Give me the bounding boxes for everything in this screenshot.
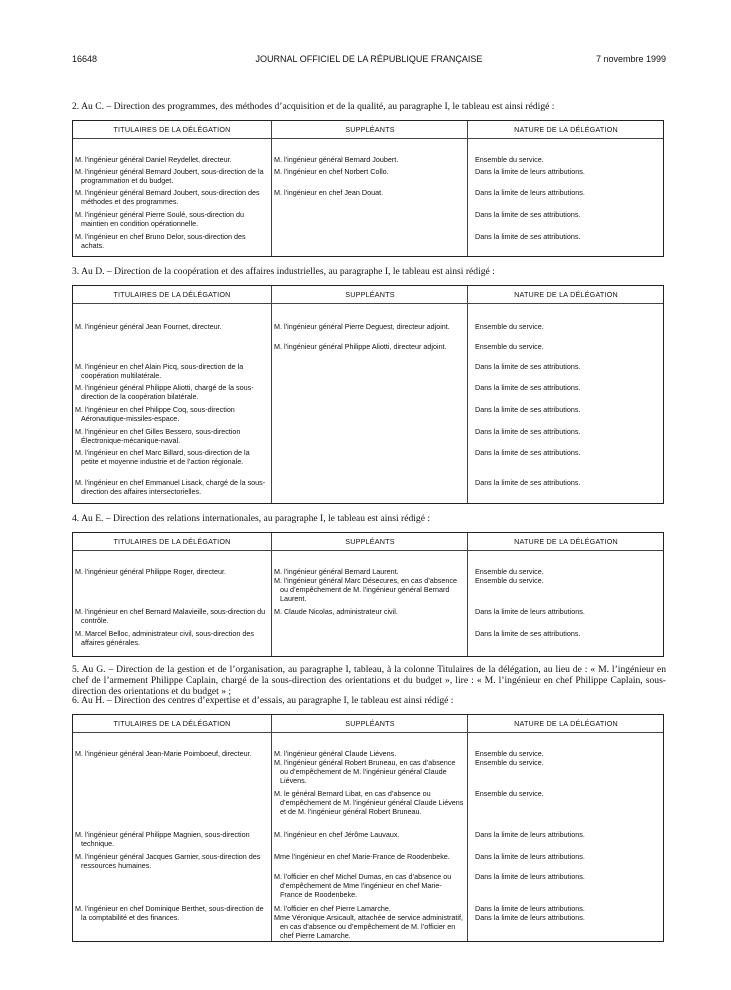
- nature-cell: Dans la limite de leurs attributions.: [475, 904, 585, 913]
- titulaire-cell: M. l’ingénieur général Philippe Aliotti, chargé de la sous-direction de la coopération bilatérale.: [75, 383, 254, 401]
- suppleant-cell: M. l’ingénieur en chef Jean Douat.: [274, 188, 384, 197]
- titulaire-cell: M. l’ingénieur général Bernard Joubert, sous-direction des méthodes et des programmes.: [75, 188, 260, 206]
- titulaire-cell: M. Marcel Belloc, administrateur civil, sous-direction des affaires générales.: [75, 629, 254, 647]
- suppleant-cell: M. l’ingénieur général Philippe Aliotti, directeur adjoint.: [274, 342, 447, 351]
- header-titulaires: TITULAIRES DE LA DÉLÉGATION: [113, 125, 231, 134]
- nature-cell: Dans la limite de ses attributions.: [475, 478, 581, 487]
- column-nature: [467, 121, 664, 256]
- titulaire-cell: M. l’ingénieur en chef Bruno Delor, sous-direction des achats.: [75, 232, 246, 250]
- nature-cell: Dans la limite de leurs attributions.: [475, 607, 585, 616]
- column-suppleants: [271, 286, 468, 503]
- page-header: [72, 54, 666, 68]
- section-3-intro: 3. Au D. – Direction de la coopération et des affaires industrielles, au paragraphe I, le tableau est ainsi rédigé :: [72, 266, 495, 277]
- nature-cell: Dans la limite de leurs attributions.: [475, 188, 585, 197]
- table-section-4: [72, 532, 664, 657]
- titulaire-cell: M. l’ingénieur général Philippe Roger, directeur.: [75, 567, 227, 576]
- column-titulaires: [73, 715, 271, 941]
- header-nature: NATURE DE LA DÉLÉGATION: [514, 125, 618, 134]
- nature-cell: Dans la limite de leurs attributions.: [475, 852, 585, 861]
- titulaire-cell: M. l’ingénieur général Jean Fournet, directeur.: [75, 322, 222, 331]
- section-5-text: 5. Au G. – Direction de la gestion et de l’organisation, au paragraphe I, tableau, à la colonne Titulaires de la délégation, au lieu de : « M. l’ingénieur en chef de l’armement Philippe Caplain, chargé de la sous-direction des orientations et du budget », lire : « M. l’ingénieur en chef Philippe Caplain, sous-direction des orientations et du budget » ;: [72, 664, 666, 697]
- suppleant-cell: M. l’ingénieur en chef Jérôme Lauvaux.: [274, 830, 400, 839]
- nature-cell: Dans la limite de leurs attributions.: [475, 913, 585, 922]
- header-suppleants: SUPPLÉANTS: [345, 719, 395, 728]
- nature-cell: Ensemble du service.: [475, 789, 544, 798]
- table-section-3: [72, 285, 664, 504]
- titulaire-cell: M. l’ingénieur général Jacques Garnier, sous-direction des ressources humaines.: [75, 852, 261, 870]
- nature-cell: Dans la limite de ses attributions.: [475, 405, 581, 414]
- nature-cell: Ensemble du service.: [475, 342, 544, 351]
- titulaire-cell: M. l’ingénieur général Philippe Magnien, sous-direction technique.: [75, 830, 250, 848]
- nature-cell: Ensemble du service.: [475, 322, 544, 331]
- page-number: 16648: [72, 54, 98, 64]
- nature-cell: Dans la limite de leurs attributions.: [475, 167, 585, 176]
- header-suppleants: SUPPLÉANTS: [345, 290, 395, 299]
- header-suppleants: SUPPLÉANTS: [345, 537, 395, 546]
- column-titulaires: [73, 121, 271, 256]
- nature-cell: Ensemble du service.: [475, 567, 544, 576]
- suppleant-cell: M. l’ingénieur général Claude Liévens.: [274, 749, 397, 758]
- nature-cell: Dans la limite de ses attributions.: [475, 448, 581, 457]
- header-nature: NATURE DE LA DÉLÉGATION: [514, 290, 618, 299]
- suppleant-cell: M. l’ingénieur général Robert Bruneau, en cas d’absence ou d’empêchement de M. l’ingénieur général Claude Liévens.: [274, 758, 456, 785]
- titulaire-cell: M. l’ingénieur général Jean-Marie Poimboeuf, directeur.: [75, 749, 252, 758]
- titulaire-cell: M. l’ingénieur général Pierre Soulé, sous-direction du maintien en condition opérationnelle.: [75, 210, 244, 228]
- suppleant-cell: M. Claude Nicolas, administrateur civil.: [274, 607, 398, 616]
- titulaire-cell: M. l’ingénieur en chef Marc Billard, sous-direction de la petite et moyenne industrie et de l’action régionale.: [75, 448, 250, 466]
- suppleant-cell: Mme Véronique Arsicault, attachée de service administratif, en cas d’absence ou d’empêchement de M. l’officier en chef Pierre Lamarche.: [274, 913, 463, 940]
- nature-cell: Dans la limite de ses attributions.: [475, 362, 581, 371]
- suppleant-cell: Mme l’ingénieur en chef Marie-France de Roodenbeke.: [274, 852, 450, 861]
- nature-cell: Ensemble du service.: [475, 749, 544, 758]
- column-nature: [467, 286, 664, 503]
- titulaire-cell: M. l’ingénieur en chef Alain Picq, sous-direction de la coopération multilatérale.: [75, 362, 244, 380]
- section-2-intro: 2. Au C. – Direction des programmes, des méthodes d’acquisition et de la qualité, au paragraphe I, le tableau est ainsi rédigé :: [72, 101, 555, 112]
- titulaire-cell: M. l’ingénieur général Daniel Reydellet, directeur.: [75, 155, 232, 164]
- header-nature: NATURE DE LA DÉLÉGATION: [514, 719, 618, 728]
- header-titulaires: TITULAIRES DE LA DÉLÉGATION: [113, 537, 231, 546]
- suppleant-cell: M. l’officier en chef Michel Dumas, en cas d’absence ou d’empêchement de Mme l’ingénieur en chef Marie-France de Roodenbeke.: [274, 872, 452, 899]
- column-suppleants: [271, 533, 468, 656]
- nature-cell: Ensemble du service.: [475, 576, 544, 585]
- nature-cell: Dans la limite de ses attributions.: [475, 383, 581, 392]
- table-section-2: [72, 120, 664, 257]
- suppleant-cell: M. l’ingénieur général Pierre Deguest, directeur adjoint.: [274, 322, 450, 331]
- journal-title: JOURNAL OFFICIEL DE LA RÉPUBLIQUE FRANÇAISE: [255, 54, 483, 64]
- titulaire-cell: M. l’ingénieur en chef Philippe Coq, sous-direction Aéronautique-missiles-espace.: [75, 405, 235, 423]
- section-4-intro: 4. Au E. – Direction des relations internationales, au paragraphe I, le tableau est ainsi rédigé :: [72, 513, 431, 524]
- table-section-6: [72, 714, 664, 942]
- nature-cell: Dans la limite de ses attributions.: [475, 427, 581, 436]
- header-titulaires: TITULAIRES DE LA DÉLÉGATION: [113, 719, 231, 728]
- suppleant-cell: M. l’ingénieur général Marc Désecures, en cas d’absence ou d’empêchement de M. l’ingénieur général Bernard Laurent.: [274, 576, 457, 603]
- nature-cell: Dans la limite de leurs attributions.: [475, 872, 585, 881]
- suppleant-cell: M. l’officier en chef Pierre Lamarche.: [274, 904, 391, 913]
- column-titulaires: [73, 286, 271, 503]
- column-suppleants: [271, 121, 468, 256]
- header-nature: NATURE DE LA DÉLÉGATION: [514, 537, 618, 546]
- suppleant-cell: M. le général Bernard Libat, en cas d’absence ou d’empêchement de M. l’ingénieur général Claude Liévens et de M. l’ingénieur général Robert Bruneau.: [274, 789, 464, 816]
- issue-date: 7 novembre 1999: [595, 54, 666, 64]
- titulaire-cell: M. l’ingénieur en chef Dominique Berthet, sous-direction de la comptabilité et des finances.: [75, 904, 264, 922]
- nature-cell: Dans la limite de ses attributions.: [475, 232, 581, 241]
- suppleant-cell: M. l’ingénieur général Bernard Laurent.: [274, 567, 399, 576]
- suppleant-cell: M. l’ingénieur en chef Norbert Collo.: [274, 167, 389, 176]
- column-suppleants: [271, 715, 468, 941]
- titulaire-cell: M. l’ingénieur en chef Bernard Malavieille, sous-direction du contrôle.: [75, 607, 266, 625]
- column-titulaires: [73, 533, 271, 656]
- nature-cell: Ensemble du service.: [475, 758, 544, 767]
- titulaire-cell: M. l’ingénieur général Bernard Joubert, sous-direction de la programmation et du budget.: [75, 167, 264, 185]
- titulaire-cell: M. l’ingénieur en chef Emmanuel Lisack, chargé de la sous-direction des affaires intersectorielles.: [75, 478, 266, 496]
- nature-cell: Dans la limite de leurs attributions.: [475, 830, 585, 839]
- header-suppleants: SUPPLÉANTS: [345, 125, 395, 134]
- nature-cell: Ensemble du service.: [475, 155, 544, 164]
- header-titulaires: TITULAIRES DE LA DÉLÉGATION: [113, 290, 231, 299]
- nature-cell: Dans la limite de ses attributions.: [475, 210, 581, 219]
- titulaire-cell: M. l’ingénieur en chef Gilles Bessero, sous-direction Électronique-mécanique-naval.: [75, 427, 241, 445]
- section-6-intro: 6. Au H. – Direction des centres d’expertise et d’essais, au paragraphe I, le tableau est ainsi rédigé :: [72, 695, 454, 706]
- suppleant-cell: M. l’ingénieur général Bernard Joubert.: [274, 155, 399, 164]
- column-nature: [467, 715, 664, 941]
- nature-cell: Dans la limite de ses attributions.: [475, 629, 581, 638]
- column-nature: [467, 533, 664, 656]
